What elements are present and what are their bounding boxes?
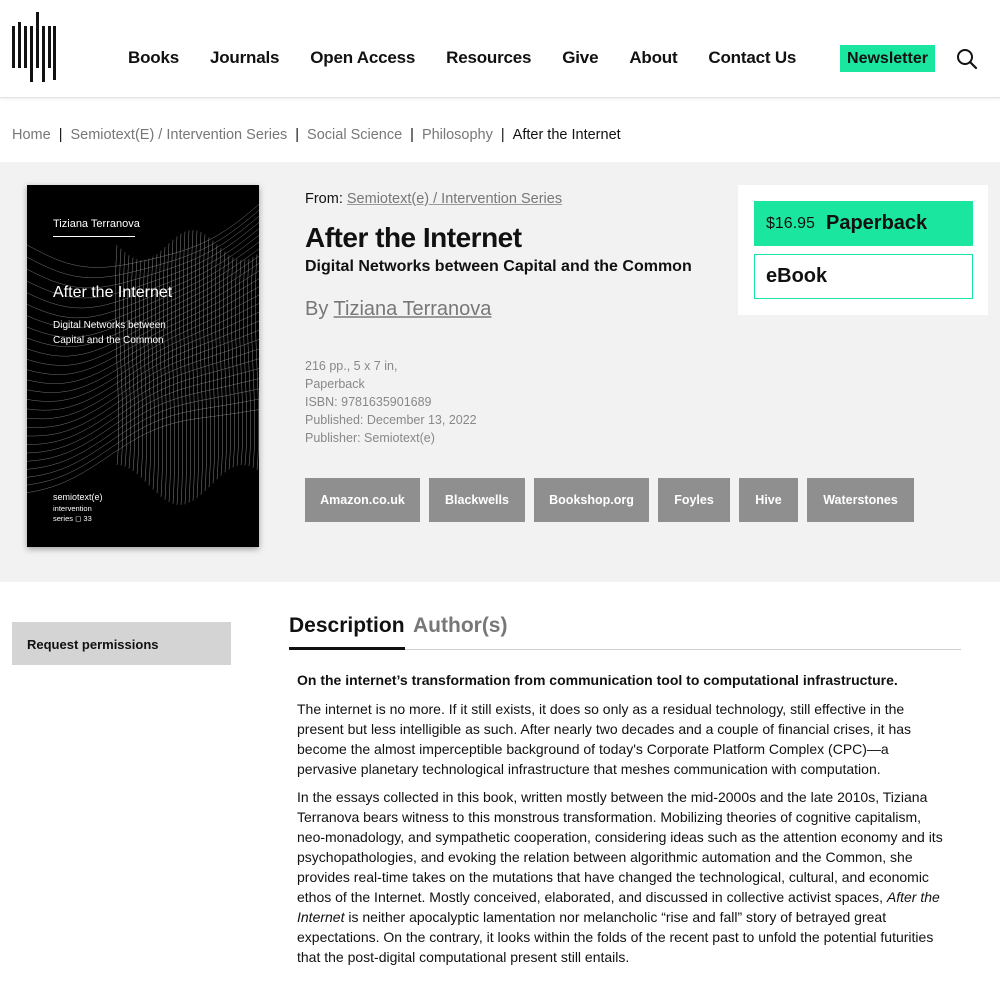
breadcrumb-series[interactable]: Semiotext(E) / Intervention Series	[70, 127, 288, 143]
cover-mesh-line	[247, 259, 250, 466]
cover-mesh-line	[231, 257, 234, 467]
description-book-title: After the Internet	[297, 889, 940, 925]
cover-mesh-line	[227, 255, 230, 470]
buy-ebook-button[interactable]	[754, 254, 973, 299]
book-cover	[27, 185, 259, 547]
cover-mesh-line	[211, 241, 214, 483]
search-icon[interactable]	[956, 48, 978, 70]
byline	[305, 298, 491, 321]
cover-wave-line	[27, 410, 259, 493]
meta-format: Paperback	[305, 377, 365, 391]
nav-contact-us[interactable]: Contact Us	[708, 48, 797, 67]
buy-paperback-button[interactable]	[754, 201, 973, 246]
meta-isbn: ISBN: 9781635901689	[305, 395, 432, 409]
nav-open-access[interactable]: Open Access	[310, 48, 416, 67]
cover-mesh-line	[223, 252, 226, 472]
cover-subtitle: Digital Networks between	[53, 320, 166, 331]
description-panel	[297, 670, 947, 975]
cover-publisher: semiotext(e)	[53, 492, 103, 502]
cover-mesh-line	[255, 254, 258, 470]
meta-published: Published: December 13, 2022	[305, 413, 477, 427]
retailer-blackwells-button[interactable]: Blackwells	[429, 478, 525, 522]
site-header	[0, 0, 1000, 98]
tab-authors[interactable]: Author(s)	[413, 614, 508, 637]
cover-wave-line	[27, 389, 259, 478]
cover-mesh-line	[119, 249, 122, 466]
cover-mesh-line	[171, 240, 174, 504]
breadcrumb-current: After the Internet	[512, 127, 621, 143]
cover-series: series ◻ 33	[53, 514, 92, 523]
description-lead: On the internet’s transformation from communication tool to computational infrastructure.	[297, 672, 898, 688]
cover-mesh-line	[179, 234, 182, 505]
cover-author: Tiziana Terranova	[53, 218, 140, 230]
newsletter-button[interactable]: Newsletter	[840, 45, 935, 72]
cover-mesh-line	[191, 230, 194, 501]
cover-mesh-line	[187, 230, 190, 503]
paperback-price: $16.95	[766, 215, 815, 232]
breadcrumb	[12, 127, 621, 143]
breadcrumb-separator: |	[58, 127, 63, 143]
description-paragraph	[297, 787, 947, 967]
breadcrumb-separator: |	[410, 127, 414, 143]
cover-mesh-line	[207, 237, 210, 487]
cover-rule	[53, 236, 135, 237]
ebook-label: eBook	[766, 265, 828, 287]
book-title: After the Internet	[305, 222, 522, 253]
breadcrumb-social-science[interactable]: Social Science	[307, 127, 403, 143]
cover-wave-line	[27, 379, 259, 470]
series-link[interactable]: Semiotext(e) / Intervention Series	[346, 191, 563, 207]
cover-subtitle: Capital and the Common	[53, 335, 164, 346]
breadcrumb-home[interactable]: Home	[12, 127, 51, 143]
book-subtitle: Digital Networks between Capital and the Common	[305, 258, 692, 275]
nav-about[interactable]: About	[629, 48, 678, 67]
cover-mesh-line	[183, 232, 186, 505]
nav-resources[interactable]: Resources	[446, 48, 532, 67]
retailer-amazon-button[interactable]: Amazon.co.uk	[305, 478, 420, 522]
retailer-waterstones-button[interactable]: Waterstones	[807, 478, 914, 522]
retailer-foyles-button[interactable]: Foyles	[658, 478, 730, 522]
by-label: By	[305, 298, 329, 320]
breadcrumb-separator: |	[295, 127, 300, 143]
description-text: In the essays collected in this book, written mostly between the mid-2000s and the late 2010s, Tiziana Terranova bears witness to this monstrous transformation. Mobilizing theories of cognitive capitalism, neo-monadology, and sympathetic cooperation, considering ideas such as the attention economy and its psychopathologies, and evoking the relation between algorithmic automation and the Common, she provides real-time takes on the mutations that have changed the technological, cultural, and economic ethos of the Internet. Mostly conceived, elaborated, and discussed in collective activist spaces,	[297, 789, 943, 905]
nav-give[interactable]: Give	[562, 48, 599, 67]
description-text: is neither apocalyptic lamentation nor melancholic “rise and fall” story of betrayed great expectations. On the contrary, it looks within the folds of the recent past to unfold the potential futurities that the post-digital computational present still entails.	[297, 909, 934, 965]
cover-wave-line	[27, 235, 259, 318]
retailer-hive-button[interactable]: Hive	[739, 478, 798, 522]
cover-mesh-line	[235, 259, 238, 466]
book-metadata	[305, 357, 477, 447]
main-nav	[128, 48, 827, 68]
cover-mesh-line	[175, 236, 178, 504]
breadcrumb-philosophy[interactable]: Philosophy	[421, 127, 493, 143]
meta-publisher: Publisher: Semiotext(e)	[305, 431, 435, 445]
nav-books[interactable]: Books	[128, 48, 179, 67]
cover-mesh-line	[199, 232, 202, 495]
nav-journals[interactable]: Journals	[209, 48, 280, 67]
tab-description[interactable]: Description	[289, 614, 405, 650]
retailer-bookshop-button[interactable]: Bookshop.org	[534, 478, 649, 522]
cover-mesh-line	[215, 245, 218, 480]
cover-series: intervention	[53, 504, 92, 513]
cover-title: After the Internet	[53, 284, 173, 301]
paperback-label: Paperback	[826, 212, 928, 234]
breadcrumb-separator: |	[500, 127, 505, 143]
from-label: From:	[305, 191, 343, 207]
request-permissions-button[interactable]: Request permissions	[12, 622, 231, 665]
cover-wave-line	[27, 399, 259, 485]
author-link[interactable]: Tiziana Terranova	[333, 298, 492, 320]
mit-press-logo[interactable]	[12, 12, 56, 82]
cover-mesh-line	[239, 260, 242, 465]
cover-mesh-line	[251, 257, 254, 468]
retailer-links	[305, 478, 923, 522]
cover-wave-line	[27, 349, 259, 445]
meta-pages: 216 pp., 5 x 7 in,	[305, 359, 398, 373]
series-line	[305, 191, 562, 207]
content-tabs	[289, 614, 961, 650]
description-paragraph: The internet is no more. If it still exists, it does so only as a residual technology, still effective in the present but less intelligible as such. After nearly two decades and a couple of financial crises, it has become the almost imperceptible background of today's Corporate Platform Complex (CPC)—a pervasive planetary technological infrastructure that meshes communication with computation.	[297, 701, 912, 777]
